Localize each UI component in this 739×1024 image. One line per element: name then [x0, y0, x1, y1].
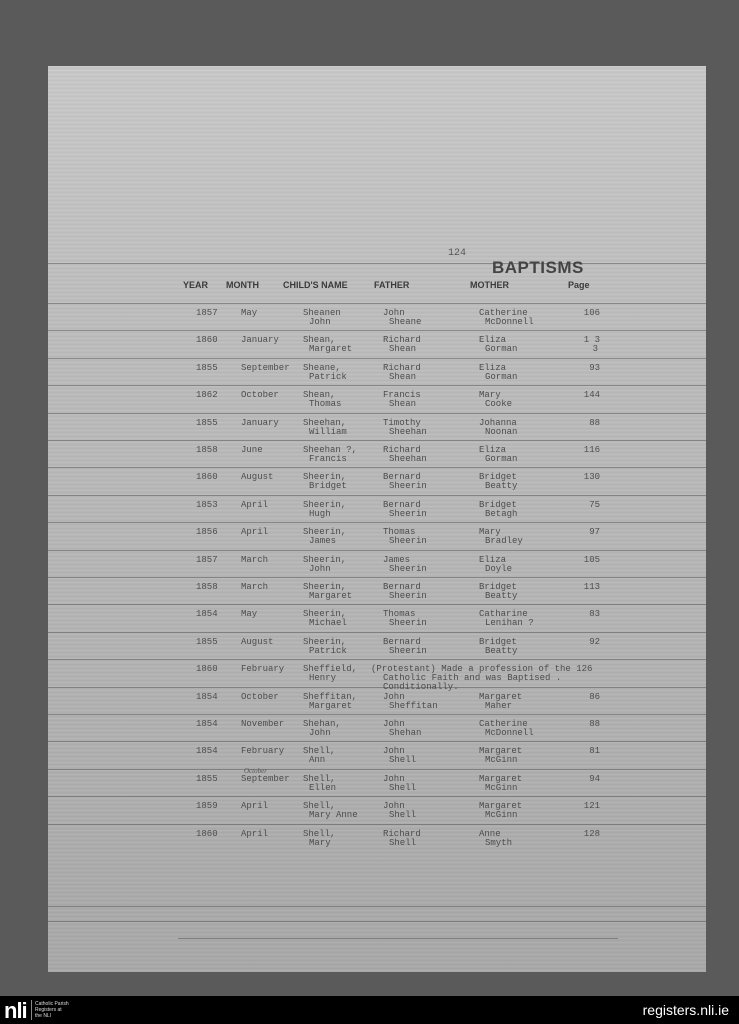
entry-father-forename: John	[383, 773, 405, 784]
entry-father-forename: James	[383, 554, 411, 565]
entry-mother-surname: Beatty	[485, 591, 518, 601]
entry-mother-surname: McGinn	[485, 810, 518, 821]
entry-year: 1860	[196, 335, 218, 346]
entry-mother-forename: Bridget	[479, 636, 517, 647]
entry-year: 1854	[196, 691, 218, 702]
entry-mother-surname: Beatty	[485, 645, 518, 656]
entry-mother-surname: Lenihan ?	[485, 618, 534, 629]
entry-mother-forename: Anne	[479, 828, 501, 839]
rule	[48, 906, 706, 907]
entry-father-surname: Shean	[389, 399, 417, 410]
entry-page: 121	[583, 801, 600, 812]
entry-child-surname: Shehan,	[303, 719, 341, 729]
entry-child-surname: Shell,	[303, 801, 336, 812]
entry-mother-surname: McDonnell	[485, 317, 534, 327]
entry-child-surname: Sheehan ?,	[303, 445, 358, 455]
entry-child-forename: John	[309, 317, 331, 327]
entry-father-surname: Shell	[389, 782, 417, 793]
entry-year: 1860	[196, 664, 218, 675]
logo-caption	[35, 1001, 95, 1019]
entry-father-forename: Bernard	[383, 472, 421, 483]
entry-page: 116	[583, 445, 600, 455]
entry-rule	[48, 577, 706, 578]
entry-mother-forename: Mary	[479, 390, 501, 401]
entry-month: January	[241, 335, 279, 346]
entry-child-forename: Henry	[309, 673, 337, 684]
entry-page: 106	[583, 308, 600, 318]
entry-page: 105	[583, 554, 600, 565]
entry-mother-surname: Cooke	[485, 399, 513, 410]
entry-year: 1858	[196, 445, 218, 455]
entry-mother-surname: Gorman	[485, 454, 518, 464]
entry-year: 1857	[196, 554, 218, 565]
entry-child-surname: Sheehan,	[303, 417, 347, 428]
entry-child-forename: Margaret	[309, 700, 353, 711]
entry-child-forename: Ann	[309, 755, 326, 766]
entry-father-surname: Sheerin	[389, 481, 427, 492]
entry-child-surname: Sheerin,	[303, 636, 347, 647]
entry-child-forename: Patrick	[309, 371, 347, 382]
entry-father-forename: Thomas	[383, 527, 416, 538]
entry-year: 1857	[196, 308, 218, 318]
entry-month: April	[241, 499, 269, 510]
entry-mother-forename: Johanna	[479, 417, 517, 428]
entry-page-extra: 3	[592, 344, 598, 355]
entry-child-forename: Francis	[309, 454, 347, 464]
entry-child-forename: Patrick	[309, 645, 347, 656]
entry-father-surname: Sheerin	[389, 536, 427, 547]
entry-rule	[48, 413, 706, 414]
entry-mother-forename: Margaret	[479, 691, 523, 702]
entry-father-surname: Sheerin	[389, 591, 427, 601]
entry-child-surname: Shean,	[303, 335, 336, 346]
entry-month: August	[241, 636, 274, 647]
entry-child-forename: Michael	[309, 618, 347, 629]
entry-father-forename: Thomas	[383, 609, 416, 620]
entry-note-line: Catholic Faith and was Baptised .	[383, 673, 562, 684]
header-rule	[48, 263, 706, 264]
entry-child-forename: Mary	[309, 837, 331, 848]
entry-father-surname: Sheerin	[389, 563, 427, 574]
entry-child-surname: Sheanen	[303, 308, 341, 318]
entry-father-surname: Sheehan	[389, 426, 427, 437]
col-father: FATHER	[374, 280, 410, 290]
entry-mother-forename: Eliza	[479, 554, 507, 565]
entry-year: 1855	[196, 362, 218, 373]
entry-child-surname: Shean,	[303, 390, 336, 401]
entry-month: November	[241, 719, 285, 729]
entry-child-forename: Ellen	[309, 782, 337, 793]
entry-father-forename: John	[383, 308, 405, 318]
entry-child-forename: Mary Anne	[309, 810, 358, 821]
entry-father-forename: Richard	[383, 335, 421, 346]
entry-mother-forename: Bridget	[479, 472, 517, 483]
entry-page: 94	[589, 773, 600, 784]
entry-father-surname: Sheerin	[389, 645, 427, 656]
handwritten-annotation: October	[244, 767, 267, 775]
entry-child-surname: Sheerin,	[303, 554, 347, 565]
entry-year: 1858	[196, 582, 218, 592]
entry-rule	[48, 522, 706, 523]
entry-mother-surname: Gorman	[485, 344, 518, 355]
entry-child-forename: John	[309, 728, 331, 738]
col-child: CHILD'S NAME	[283, 280, 348, 290]
entry-page: 113	[583, 582, 600, 592]
entry-note-line: Conditionally.	[383, 682, 459, 693]
entry-father-forename: Bernard	[383, 582, 421, 592]
entry-father-forename: John	[383, 801, 405, 812]
col-month: MONTH	[226, 280, 259, 290]
entry-mother-forename: Margaret	[479, 746, 523, 757]
entry-month: October	[241, 390, 279, 401]
entry-rule	[48, 303, 706, 304]
entry-rule	[48, 687, 706, 688]
entry-mother-forename: Margaret	[479, 801, 523, 812]
col-page: Page	[568, 280, 590, 290]
entry-year: 1855	[196, 417, 218, 428]
page-number: 124	[448, 248, 467, 259]
entry-year: 1860	[196, 828, 218, 839]
entry-page: 81	[589, 746, 600, 757]
entry-mother-forename: Eliza	[479, 335, 507, 346]
site-link[interactable]: registers.nli.ie	[642, 1002, 729, 1018]
entry-father-forename: Richard	[383, 362, 421, 373]
entry-child-surname: Shell,	[303, 828, 336, 839]
rule	[178, 938, 618, 939]
entry-month: April	[241, 801, 269, 812]
entry-child-forename: John	[309, 563, 331, 574]
entry-father-forename: John	[383, 691, 405, 702]
entry-child-surname: Sheffitan,	[303, 691, 358, 702]
entry-mother-surname: McGinn	[485, 782, 518, 793]
entry-rule	[48, 385, 706, 386]
entry-child-forename: Hugh	[309, 508, 331, 519]
entry-father-surname: Shean	[389, 371, 417, 382]
entry-page: 88	[589, 417, 600, 428]
entry-month: May	[241, 609, 258, 620]
entry-father-forename: Bernard	[383, 636, 421, 647]
entry-father-forename: Richard	[383, 445, 421, 455]
entry-mother-surname: Beatty	[485, 481, 518, 492]
entry-year: 1853	[196, 499, 218, 510]
entry-month: February	[241, 746, 285, 757]
entry-mother-surname: Noonan	[485, 426, 518, 437]
entry-father-surname: Sheerin	[389, 618, 427, 629]
entry-page: 92	[589, 636, 600, 647]
entry-year: 1860	[196, 472, 218, 483]
entry-father-forename: John	[383, 719, 405, 729]
entry-mother-forename: Catherine	[479, 308, 528, 318]
entry-year: 1862	[196, 390, 218, 401]
entry-mother-surname: Betagh	[485, 508, 518, 519]
col-mother: MOTHER	[470, 280, 509, 290]
entry-month: January	[241, 417, 279, 428]
entry-mother-surname: Doyle	[485, 563, 513, 574]
entry-year: 1854	[196, 746, 218, 757]
col-year: YEAR	[183, 280, 209, 290]
entry-rule	[48, 604, 706, 605]
entry-page: 75	[589, 499, 600, 510]
entry-child-forename: Bridget	[309, 481, 347, 492]
entry-father-forename: John	[383, 746, 405, 757]
entry-month: October	[241, 691, 279, 702]
entry-child-surname: Sheerin,	[303, 527, 347, 538]
nli-logo: nli	[4, 998, 27, 1023]
entry-month: May	[241, 308, 258, 318]
entry-rule	[48, 358, 706, 359]
footer-bar	[0, 996, 739, 1024]
entry-page: 88	[589, 719, 600, 729]
entry-month: March	[241, 582, 269, 592]
entry-father-surname: Sheehan	[389, 454, 427, 464]
entry-page: 97	[589, 527, 600, 538]
entry-rule	[48, 659, 706, 660]
entry-child-forename: Margaret	[309, 591, 353, 601]
entry-mother-surname: McDonnell	[485, 728, 534, 738]
entry-father-forename: Richard	[383, 828, 421, 839]
entry-child-surname: Sheerin,	[303, 582, 347, 592]
rule	[48, 921, 706, 922]
entry-child-surname: Shell,	[303, 746, 336, 757]
entry-father-surname: Sheerin	[389, 508, 427, 519]
entry-father-surname: Shell	[389, 755, 417, 766]
entry-mother-forename: Catharine	[479, 609, 528, 620]
entry-year: 1855	[196, 636, 218, 647]
entry-father-surname: Sheane	[389, 317, 422, 327]
entry-rule	[48, 714, 706, 715]
entry-child-forename: James	[309, 536, 337, 547]
entry-rule	[48, 467, 706, 468]
entry-child-surname: Shell,	[303, 773, 336, 784]
entry-mother-forename: Catherine	[479, 719, 528, 729]
entry-page: 86	[589, 691, 600, 702]
logo-divider	[31, 1000, 32, 1020]
entry-year: 1854	[196, 609, 218, 620]
entry-child-surname: Sheerin,	[303, 609, 347, 620]
entry-mother-forename: Bridget	[479, 582, 517, 592]
entry-rule	[48, 824, 706, 825]
entry-month: September	[241, 362, 290, 373]
entry-child-surname: Sheerin,	[303, 472, 347, 483]
entry-child-forename: Thomas	[309, 399, 342, 410]
entry-rule	[48, 796, 706, 797]
logo-caption-line: Registers at	[35, 1007, 62, 1013]
entry-month: March	[241, 554, 269, 565]
entry-note-line: (Protestant) Made a profession of the 126	[371, 664, 593, 675]
entry-father-forename: Timothy	[383, 417, 421, 428]
entry-child-surname: Sheane,	[303, 362, 341, 373]
logo-caption-line: the NLI	[35, 1013, 52, 1019]
entry-father-surname: Shell	[389, 810, 417, 821]
entry-mother-surname: McGinn	[485, 755, 518, 766]
entry-mother-surname: Maher	[485, 700, 513, 711]
entry-year: 1855	[196, 773, 218, 784]
entry-mother-forename: Bridget	[479, 499, 517, 510]
entry-month: June	[241, 445, 263, 455]
entry-father-forename: Francis	[383, 390, 421, 401]
entry-child-surname: Sheerin,	[303, 499, 347, 510]
entry-father-surname: Shehan	[389, 728, 422, 738]
entry-father-forename: Bernard	[383, 499, 421, 510]
entry-child-forename: William	[309, 426, 347, 437]
entry-page: 144	[583, 390, 600, 401]
entry-rule	[48, 632, 706, 633]
logo-caption-line: Catholic Parish	[35, 1001, 69, 1007]
page-heading: BAPTISMS	[492, 258, 584, 277]
entry-child-forename: Margaret	[309, 344, 353, 355]
entry-father-surname: Sheffitan	[389, 700, 438, 711]
entry-page: 130	[583, 472, 600, 483]
entry-child-surname: Sheffield,	[303, 664, 358, 675]
entry-mother-surname: Bradley	[485, 536, 523, 547]
entry-rule	[48, 769, 706, 770]
entry-month: February	[241, 664, 285, 675]
entry-month: April	[241, 828, 269, 839]
entry-mother-surname: Smyth	[485, 837, 513, 848]
entry-rule	[48, 440, 706, 441]
entry-mother-forename: Margaret	[479, 773, 523, 784]
entry-page: 128	[583, 828, 600, 839]
entry-month: April	[241, 527, 269, 538]
entry-mother-forename: Mary	[479, 527, 501, 538]
entry-mother-surname: Gorman	[485, 371, 518, 382]
entry-rule	[48, 330, 706, 331]
entry-year: 1859	[196, 801, 218, 812]
register-entry	[48, 830, 706, 856]
entry-page: 1 3	[583, 335, 600, 346]
entry-month: August	[241, 472, 274, 483]
entry-month: September	[241, 773, 290, 784]
entry-mother-forename: Eliza	[479, 362, 507, 373]
entry-year: 1856	[196, 527, 218, 538]
register-page	[48, 66, 706, 972]
entry-father-surname: Shean	[389, 344, 417, 355]
entry-rule	[48, 495, 706, 496]
entry-mother-forename: Eliza	[479, 445, 507, 455]
entry-rule	[48, 550, 706, 551]
entry-page: 83	[589, 609, 600, 620]
entry-year: 1854	[196, 719, 218, 729]
entry-rule	[48, 741, 706, 742]
entry-father-surname: Shell	[389, 837, 417, 848]
entry-page: 93	[589, 362, 600, 373]
